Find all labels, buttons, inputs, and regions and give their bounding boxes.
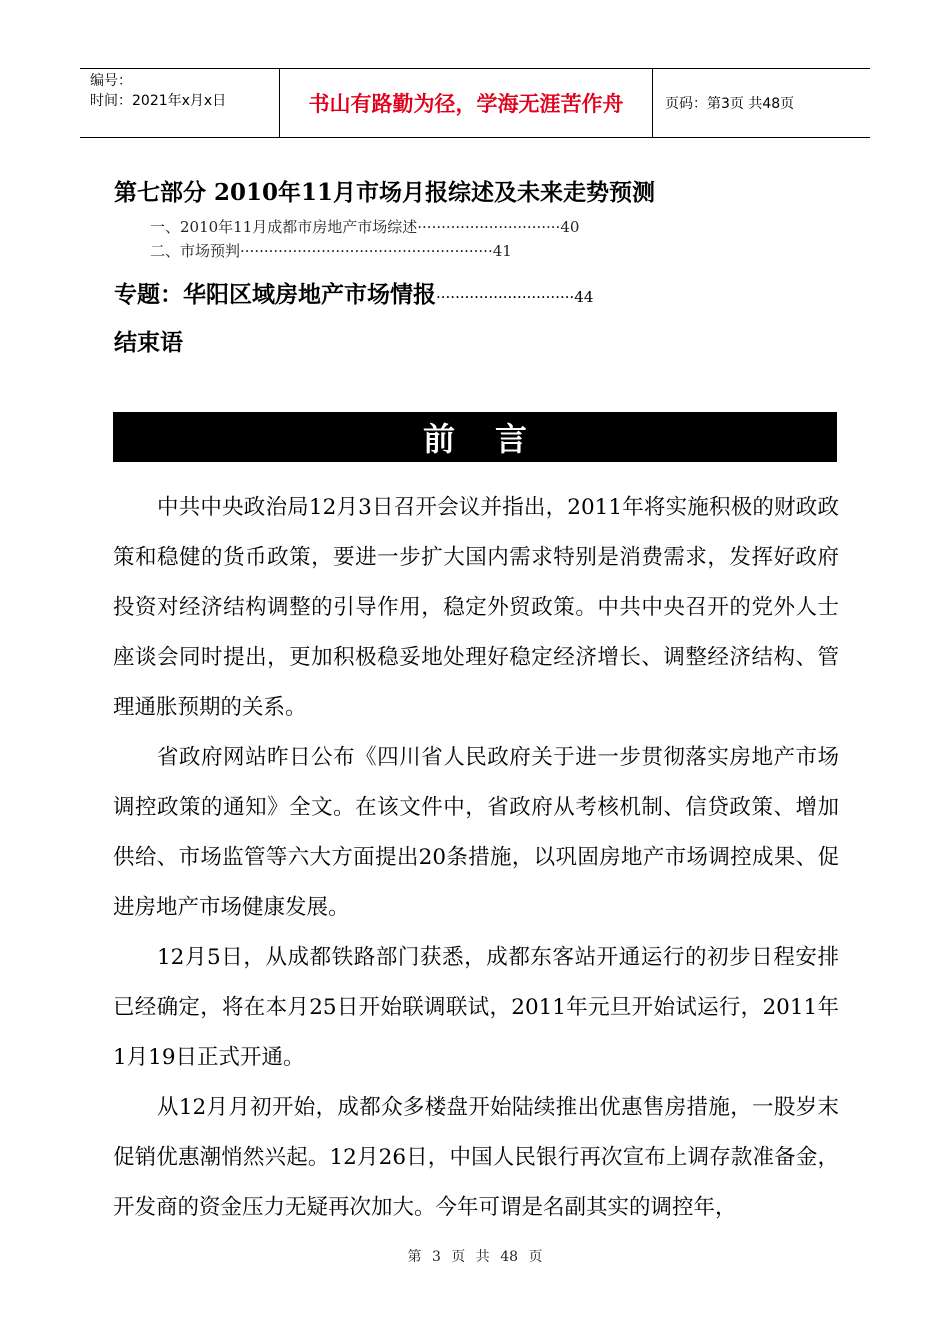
preface-paragraph: 中共中央政治局12月3日召开会议并指出，2011年将实施积极的财政政策和稳健的货币政策，要进一步扩大国内需求特别是消费需求，发挥好政府投资对经济结构调整的引导作用，稳定外贸政策。中共中央召开的党外人士座谈会同时提出，更加积极稳妥地处理好稳定经济增长、调整经济结构、管理通胀预期的关系。	[113, 495, 839, 720]
header-meta	[80, 69, 280, 137]
toc-item-page: 41	[492, 242, 512, 260]
toc-ending[interactable]: 结束语	[114, 329, 183, 356]
toc-topic-label: 专题：华阳区域房地产市场情报	[114, 281, 436, 308]
toc-topic-page: 44	[574, 288, 594, 306]
toc-item[interactable]	[150, 216, 579, 237]
toc-item-dots: ·····················································	[240, 242, 493, 260]
toc-topic-dots: ·····························	[436, 288, 575, 306]
toc-item-page: 40	[560, 218, 580, 236]
toc-part7-title: 第七部分 2010年11月市场月报综述及未来走势预测	[114, 179, 656, 206]
preface-title: 前言	[422, 420, 567, 458]
preface-banner	[113, 412, 837, 462]
number-label: 编号：	[90, 73, 132, 89]
toc-item-dots: ······························	[417, 218, 561, 236]
preface-body	[113, 483, 839, 1233]
header-motto: 书山有路勤为径，学海无涯苦作舟	[280, 69, 653, 137]
page-footer: 第 3 页 共 48 页	[407, 1249, 543, 1265]
preface-paragraph: 省政府网站昨日公布《四川省人民政府关于进一步贯彻落实房地产市场调控政策的通知》全文。在该文件中，省政府从考核机制、信贷政策、增加供给、市场监管等六大方面提出20条措施，以巩固房地产市场调控成果、促进房地产市场健康发展。	[113, 745, 839, 920]
preface-paragraph: 12月5日，从成都铁路部门获悉，成都东客站开通运行的初步日程安排已经确定，将在本月25日开始联调联试，2011年元旦开始试运行，2011年1月19日正式开通。	[113, 945, 839, 1070]
toc-item-label: 一、2010年11月成都市房地产市场综述	[150, 218, 418, 236]
header-page-info: 页码：第3页 共48页	[665, 96, 795, 112]
time-label: 时间：2021年x月x日	[90, 93, 227, 109]
preface-paragraph: 从12月月初开始，成都众多楼盘开始陆续推出优惠售房措施，一股岁末促销优惠潮悄然兴起。12月26日，中国人民银行再次宣布上调存款准备金，开发商的资金压力无疑再次加大。今年可谓是名副其实的调控年，	[113, 1095, 839, 1220]
header-table	[80, 68, 870, 138]
toc-topic[interactable]	[114, 276, 593, 309]
toc-item-label: 二、市场预判	[150, 242, 241, 260]
toc-item[interactable]	[150, 240, 512, 261]
